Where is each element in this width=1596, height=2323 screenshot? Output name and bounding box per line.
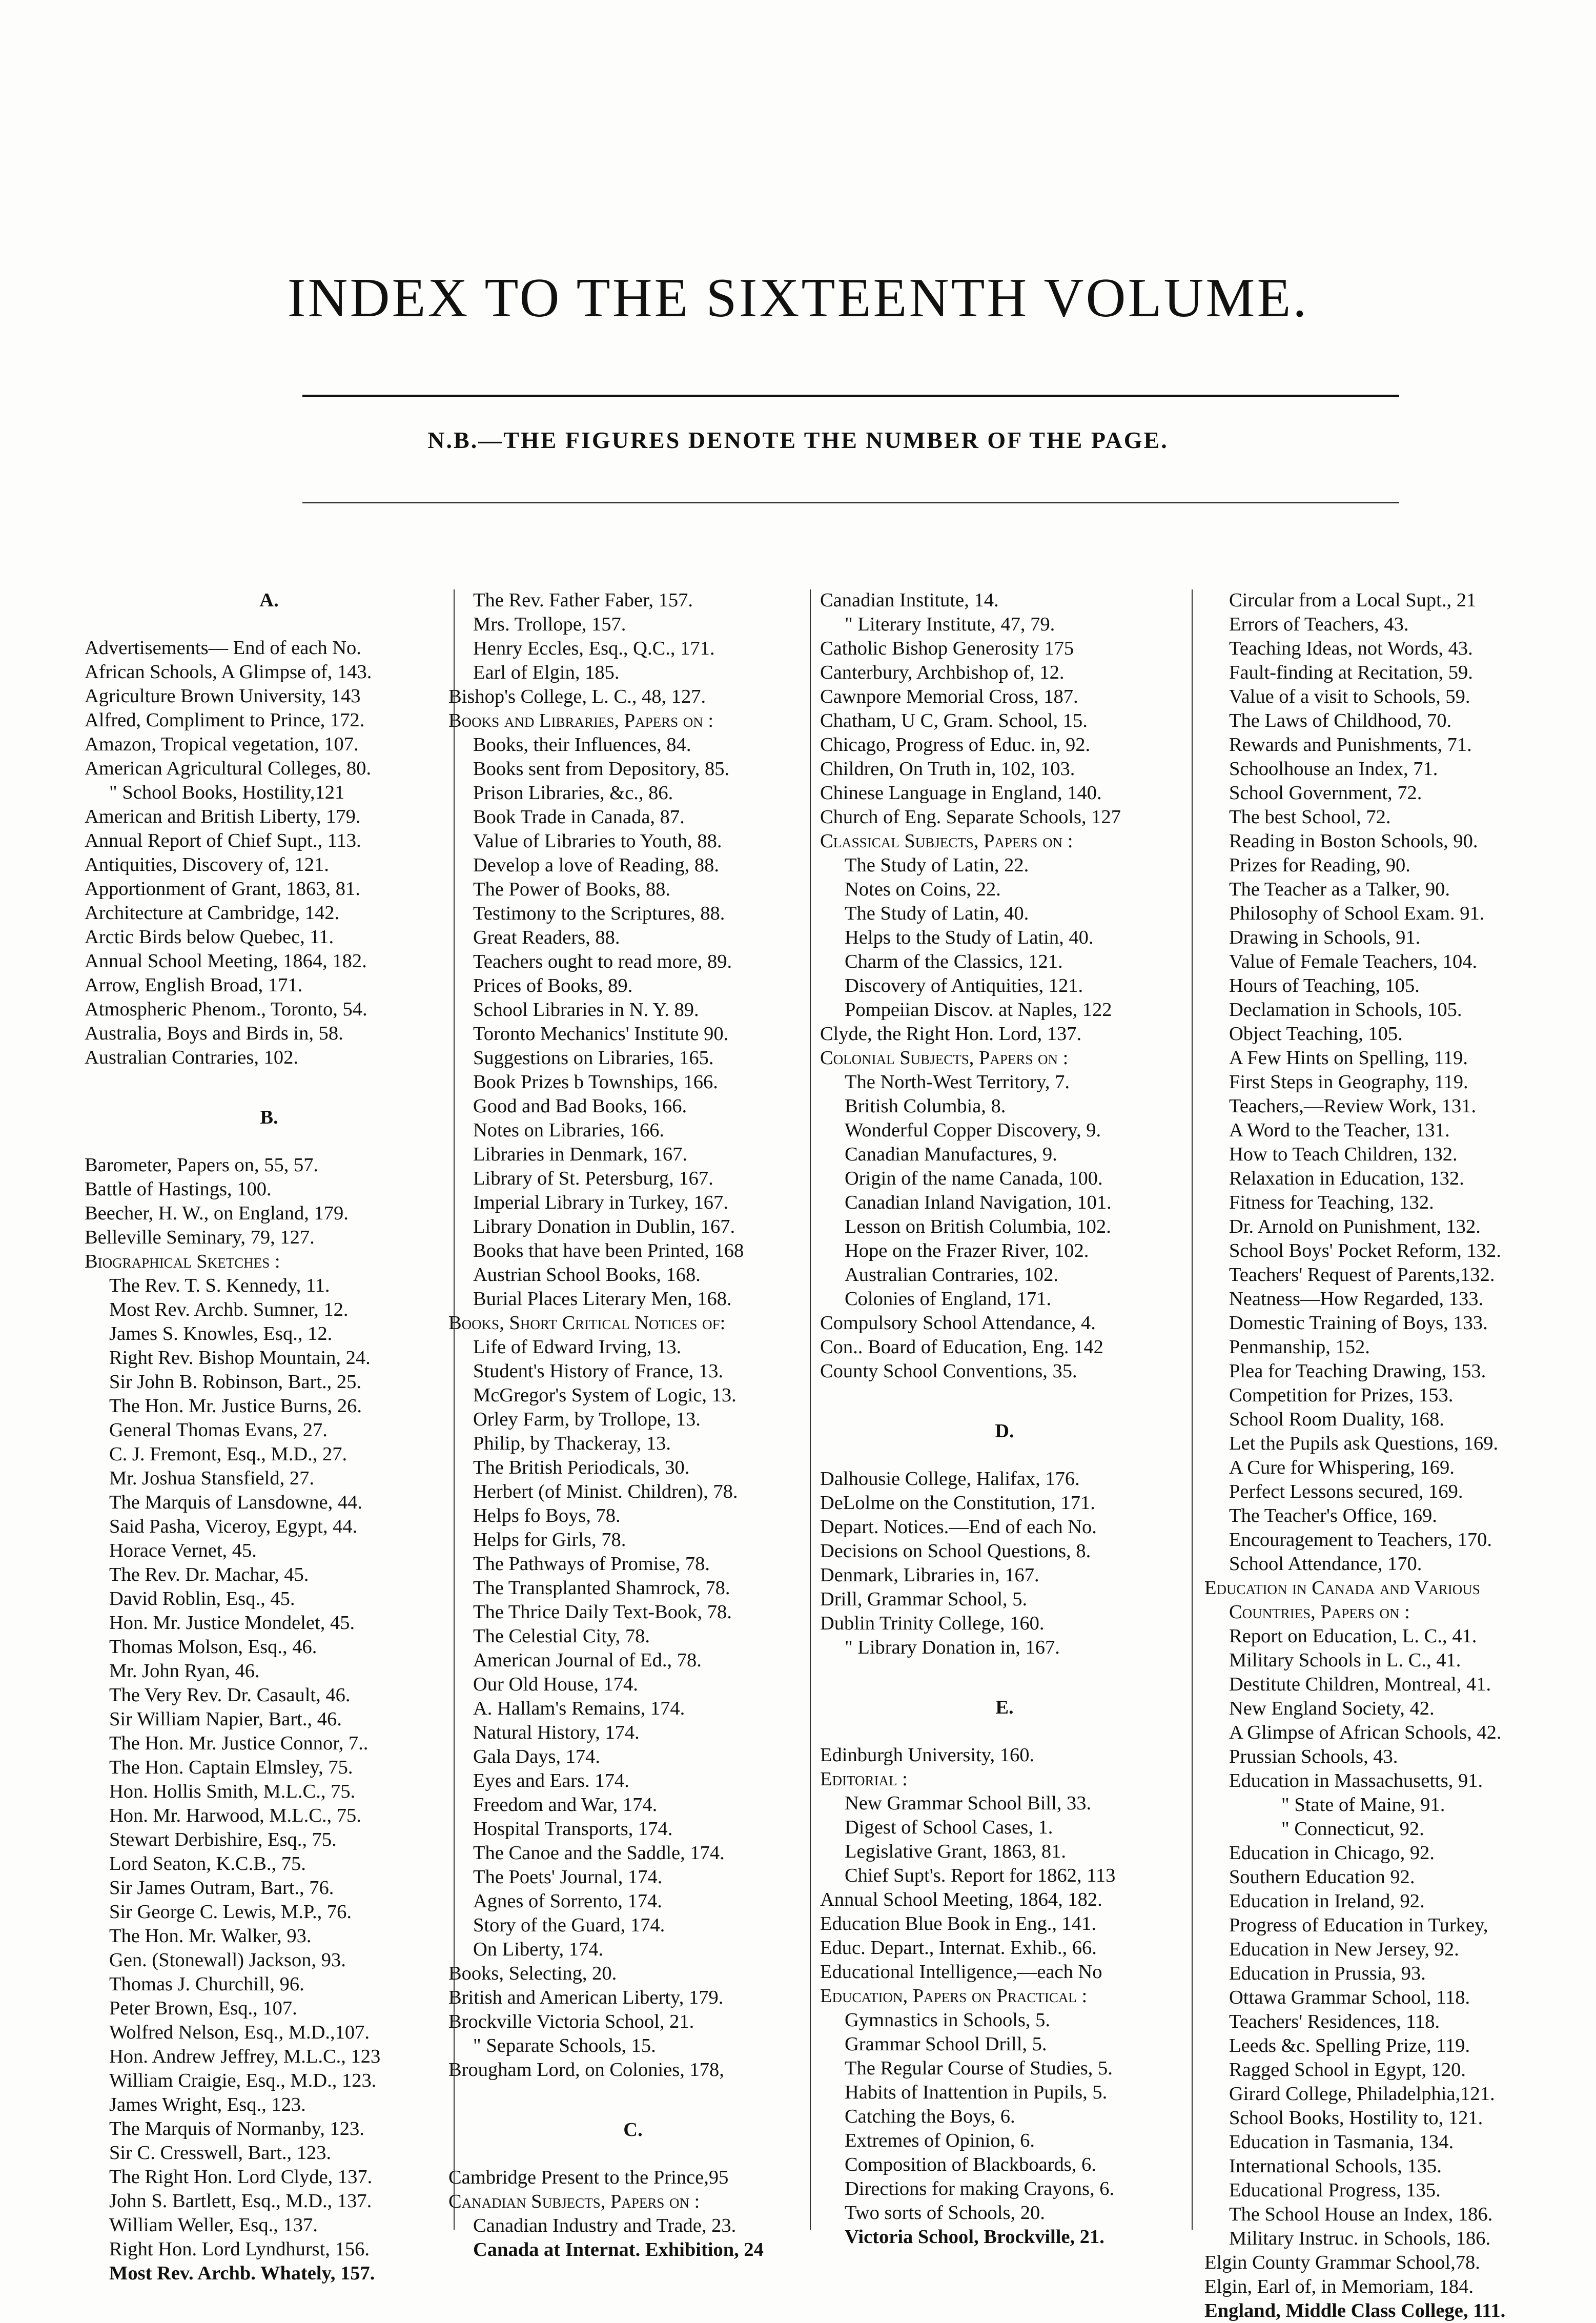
index-entry: Ragged School in Egypt, 120. bbox=[1229, 2059, 1466, 2081]
index-entry: Compulsory School Attendance, 4. bbox=[820, 1312, 1096, 1334]
index-entry: Alfred, Compliment to Prince, 172. bbox=[85, 709, 365, 731]
index-entry: Horace Vernet, 45. bbox=[109, 1540, 257, 1561]
index-entry: The Teacher as a Talker, 90. bbox=[1229, 879, 1450, 900]
index-entry: Education Blue Book in Eng., 141. bbox=[820, 1913, 1096, 1934]
index-entry: Arrow, English Broad, 171. bbox=[85, 974, 303, 996]
index-entry: Rewards and Punishments, 71. bbox=[1229, 734, 1472, 756]
index-entry: C. J. Fremont, Esq., M.D., 27. bbox=[109, 1443, 347, 1465]
index-entry: Most Rev. Archb. Sumner, 12. bbox=[109, 1299, 349, 1320]
index-entry: International Schools, 135. bbox=[1229, 2155, 1442, 2177]
index-entry: Prices of Books, 89. bbox=[473, 975, 633, 996]
index-entry: Philosophy of School Exam. 91. bbox=[1229, 903, 1485, 924]
index-entry: Barometer, Papers on, 55, 57. bbox=[85, 1154, 319, 1176]
index-entry: Value of Libraries to Youth, 88. bbox=[473, 830, 722, 852]
index-entry: Annual Report of Chief Supt., 113. bbox=[85, 830, 361, 851]
index-entry: The Transplanted Shamrock, 78. bbox=[473, 1577, 730, 1599]
title-rule bbox=[302, 395, 1399, 397]
index-entry: Grammar School Drill, 5. bbox=[845, 2033, 1047, 2055]
section-letter: A. bbox=[259, 589, 279, 611]
index-column-1 bbox=[85, 588, 454, 2284]
index-entry: The Pathways of Promise, 78. bbox=[473, 1553, 710, 1575]
index-entry: Digest of School Cases, 1. bbox=[845, 1817, 1053, 1838]
index-entry: Philip, by Thackeray, 13. bbox=[473, 1433, 671, 1454]
index-entry: Herbert (of Minist. Children), 78. bbox=[473, 1481, 738, 1502]
index-entry: Chatham, U C, Gram. School, 15. bbox=[820, 710, 1088, 731]
index-entry: Said Pasha, Viceroy, Egypt, 44. bbox=[109, 1516, 358, 1537]
index-entry: Two sorts of Schools, 20. bbox=[845, 2202, 1045, 2224]
index-entry: The Marquis of Lansdowne, 44. bbox=[109, 1492, 362, 1513]
index-entry: Sir James Outram, Bart., 76. bbox=[109, 1877, 334, 1899]
index-entry: Edinburgh University, 160. bbox=[820, 1744, 1035, 1766]
index-entry: Peter Brown, Esq., 107. bbox=[109, 1998, 297, 2019]
index-entry: Agnes of Sorrento, 174. bbox=[473, 1890, 662, 1912]
index-entry: Destitute Children, Montreal, 41. bbox=[1229, 1674, 1491, 1695]
index-entry: Let the Pupils ask Questions, 169. bbox=[1229, 1433, 1499, 1454]
index-entry: Burial Places Literary Men, 168. bbox=[473, 1288, 732, 1310]
index-entry: British and American Liberty, 179. bbox=[448, 1987, 724, 2008]
index-entry: Church of Eng. Separate Schools, 127 bbox=[820, 806, 1121, 828]
index-entry: Competition for Prizes, 153. bbox=[1229, 1384, 1454, 1406]
index-entry: Canadian Institute, 14. bbox=[820, 589, 999, 611]
index-entry: Books and Libraries, Papers on : bbox=[448, 710, 714, 731]
index-entry: Testimony to the Scriptures, 88. bbox=[473, 903, 725, 924]
index-entry: Ottawa Grammar School, 118. bbox=[1229, 1987, 1470, 2008]
index-entry: Brockville Victoria School, 21. bbox=[448, 2011, 694, 2032]
page-title: INDEX TO THE SIXTEENTH VOLUME. bbox=[287, 268, 1309, 329]
index-entry: Depart. Notices.—End of each No. bbox=[820, 1516, 1097, 1538]
index-entry: Con.. Board of Education, Eng. 142 bbox=[820, 1336, 1103, 1358]
index-entry: The Thrice Daily Text-Book, 78. bbox=[473, 1601, 732, 1623]
index-entry: Plea for Teaching Drawing, 153. bbox=[1229, 1360, 1486, 1382]
index-entry: Thomas J. Churchill, 96. bbox=[109, 1973, 304, 1995]
index-entry: New Grammar School Bill, 33. bbox=[845, 1792, 1092, 1814]
index-entry: Elgin County Grammar School,78. bbox=[1204, 2252, 1480, 2273]
index-entry: Battle of Hastings, 100. bbox=[85, 1178, 272, 1200]
index-entry: The Power of Books, 88. bbox=[473, 879, 670, 900]
index-entry: Chicago, Progress of Educ. in, 92. bbox=[820, 734, 1091, 756]
index-entry: The Laws of Childhood, 70. bbox=[1229, 710, 1452, 731]
index-entry: Develop a love of Reading, 88. bbox=[473, 854, 720, 876]
index-entry: Fault-finding at Recitation, 59. bbox=[1229, 662, 1473, 683]
index-entry: African Schools, A Glimpse of, 143. bbox=[85, 661, 372, 683]
index-entry: Object Teaching, 105. bbox=[1229, 1023, 1403, 1045]
index-entry: Perfect Lessons secured, 169. bbox=[1229, 1481, 1463, 1502]
index-entry: School Room Duality, 168. bbox=[1229, 1409, 1444, 1430]
index-entry: Legislative Grant, 1863, 81. bbox=[845, 1841, 1066, 1862]
column-divider bbox=[1192, 589, 1193, 2230]
index-entry: Austrian School Books, 168. bbox=[473, 1264, 701, 1286]
index-entry: The Study of Latin, 22. bbox=[845, 854, 1029, 876]
index-entry: Leeds &c. Spelling Prize, 119. bbox=[1229, 2035, 1470, 2056]
index-entry: Australia, Boys and Birds in, 58. bbox=[85, 1023, 343, 1044]
index-entry: Book Trade in Canada, 87. bbox=[473, 806, 685, 828]
index-entry: The Rev. Dr. Machar, 45. bbox=[109, 1564, 309, 1585]
index-entry: Circular from a Local Supt., 21 bbox=[1229, 589, 1477, 611]
index-entry: Drawing in Schools, 91. bbox=[1229, 927, 1421, 948]
index-entry: " Connecticut, 92. bbox=[1281, 1818, 1424, 1840]
index-entry: Editorial : bbox=[820, 1768, 908, 1790]
index-entry: Errors of Teachers, 43. bbox=[1229, 614, 1409, 635]
index-entry: Antiquities, Discovery of, 121. bbox=[85, 854, 329, 875]
index-entry: Beecher, H. W., on England, 179. bbox=[85, 1203, 349, 1224]
index-entry: Chinese Language in England, 140. bbox=[820, 782, 1102, 804]
index-entry: Australian Contraries, 102. bbox=[85, 1047, 298, 1068]
index-entry: David Roblin, Esq., 45. bbox=[109, 1588, 295, 1609]
index-entry: Fitness for Teaching, 132. bbox=[1229, 1192, 1434, 1213]
index-entry: Canadian Manufactures, 9. bbox=[845, 1144, 1057, 1165]
index-entry: Composition of Blackboards, 6. bbox=[845, 2154, 1096, 2175]
index-entry: A Few Hints on Spelling, 119. bbox=[1229, 1047, 1468, 1069]
index-entry: Denmark, Libraries in, 167. bbox=[820, 1564, 1039, 1586]
index-entry: McGregor's System of Logic, 13. bbox=[473, 1384, 736, 1406]
index-entry: Discovery of Antiquities, 121. bbox=[845, 975, 1083, 996]
index-entry: Relaxation in Education, 132. bbox=[1229, 1168, 1464, 1189]
index-entry: American and British Liberty, 179. bbox=[85, 806, 361, 827]
index-entry: Dublin Trinity College, 160. bbox=[820, 1613, 1045, 1634]
index-entry: Military Schools in L. C., 41. bbox=[1229, 1649, 1461, 1671]
index-entry: Hon. Mr. Harwood, M.L.C., 75. bbox=[109, 1805, 361, 1826]
index-entry: Encouragement to Teachers, 170. bbox=[1229, 1529, 1492, 1551]
index-entry: Books, their Influences, 84. bbox=[473, 734, 691, 756]
index-entry: Annual School Meeting, 1864, 182. bbox=[85, 950, 367, 972]
index-entry: " Literary Institute, 47, 79. bbox=[845, 614, 1055, 635]
index-entry: Victoria School, Brockville, 21. bbox=[845, 2226, 1104, 2248]
index-entry: Education in Prussia, 93. bbox=[1229, 1963, 1426, 1984]
index-entry: Books, Short Critical Notices of: bbox=[448, 1312, 726, 1334]
index-entry: Canadian Industry and Trade, 23. bbox=[473, 2215, 736, 2236]
index-entry: The Hon. Captain Elmsley, 75. bbox=[109, 1757, 353, 1778]
index-entry: Brougham Lord, on Colonies, 178, bbox=[448, 2059, 724, 2081]
index-entry: Education in Chicago, 92. bbox=[1229, 1842, 1435, 1864]
index-entry: Hospital Transports, 174. bbox=[473, 1818, 673, 1840]
index-entry: Origin of the name Canada, 100. bbox=[845, 1168, 1103, 1189]
index-entry: Charm of the Classics, 121. bbox=[845, 951, 1063, 972]
index-entry: Library of St. Petersburg, 167. bbox=[473, 1168, 713, 1189]
index-entry: Decisions on School Questions, 8. bbox=[820, 1540, 1091, 1562]
index-entry: The Celestial City, 78. bbox=[473, 1625, 650, 1647]
index-entry: American Journal of Ed., 78. bbox=[473, 1649, 702, 1671]
index-entry: Southern Education 92. bbox=[1229, 1866, 1415, 1888]
index-entry: Dr. Arnold on Punishment, 132. bbox=[1229, 1216, 1481, 1237]
index-entry: American Agricultural Colleges, 80. bbox=[85, 758, 372, 779]
index-entry: Books, Selecting, 20. bbox=[448, 1963, 617, 1984]
index-entry: " Separate Schools, 15. bbox=[473, 2035, 656, 2056]
index-entry: Sir C. Cresswell, Bart., 123. bbox=[109, 2142, 332, 2164]
index-entry: Advertisements— End of each No. bbox=[85, 637, 361, 659]
index-entry: Teaching Ideas, not Words, 43. bbox=[1229, 638, 1473, 659]
index-entry: Chief Supt's. Report for 1862, 113 bbox=[845, 1865, 1116, 1886]
index-entry: Prizes for Reading, 90. bbox=[1229, 854, 1410, 876]
index-entry: The British Periodicals, 30. bbox=[473, 1457, 690, 1478]
index-entry: Great Readers, 88. bbox=[473, 927, 620, 948]
index-entry: Wolfred Nelson, Esq., M.D.,107. bbox=[109, 2022, 370, 2043]
index-entry: Right Hon. Lord Lyndhurst, 156. bbox=[109, 2238, 370, 2260]
index-entry: William Weller, Esq., 137. bbox=[109, 2214, 318, 2236]
index-entry: England, Middle Class College, 111. bbox=[1204, 2300, 1506, 2321]
index-entry: Prussian Schools, 43. bbox=[1229, 1746, 1398, 1767]
index-entry: Cambridge Present to the Prince,95 bbox=[448, 2167, 729, 2188]
index-entry: Catholic Bishop Generosity 175 bbox=[820, 638, 1074, 659]
index-column-2 bbox=[448, 588, 817, 2259]
index-entry: John S. Bartlett, Esq., M.D., 137. bbox=[109, 2190, 372, 2212]
index-entry: The Canoe and the Saddle, 174. bbox=[473, 1842, 725, 1864]
index-entry: Wonderful Copper Discovery, 9. bbox=[845, 1119, 1101, 1141]
index-entry: The Hon. Mr. Justice Burns, 26. bbox=[109, 1395, 362, 1417]
index-entry: Helps to the Study of Latin, 40. bbox=[845, 927, 1094, 948]
index-entry: Agriculture Brown University, 143 bbox=[85, 685, 361, 707]
index-entry: Gala Days, 174. bbox=[473, 1746, 601, 1767]
index-entry: How to Teach Children, 132. bbox=[1229, 1144, 1458, 1165]
index-entry: Our Old House, 174. bbox=[473, 1674, 638, 1695]
index-entry: A Cure for Whispering, 169. bbox=[1229, 1457, 1455, 1478]
index-entry: Education in Tasmania, 134. bbox=[1229, 2131, 1454, 2153]
index-entry: Thomas Molson, Esq., 46. bbox=[109, 1636, 317, 1658]
index-entry: Book Prizes b Townships, 166. bbox=[473, 1071, 718, 1093]
index-entry: Canterbury, Archbishop of, 12. bbox=[820, 662, 1065, 683]
index-entry: Library Donation in Dublin, 167. bbox=[473, 1216, 735, 1237]
index-entry: Teachers ought to read more, 89. bbox=[473, 951, 732, 972]
index-entry: Annual School Meeting, 1864, 182. bbox=[820, 1889, 1102, 1910]
index-entry: Value of Female Teachers, 104. bbox=[1229, 951, 1478, 972]
index-entry: School Books, Hostility to, 121. bbox=[1229, 2107, 1483, 2129]
index-entry: Neatness—How Regarded, 133. bbox=[1229, 1288, 1484, 1310]
index-entry: Educational Progress, 135. bbox=[1229, 2179, 1441, 2201]
index-entry: The best School, 72. bbox=[1229, 806, 1391, 828]
index-entry: Hope on the Frazer River, 102. bbox=[845, 1240, 1089, 1261]
index-entry: Life of Edward Irving, 13. bbox=[473, 1336, 682, 1358]
index-entry: Lord Seaton, K.C.B., 75. bbox=[109, 1853, 306, 1874]
index-entry: Education in Canada and Various bbox=[1204, 1577, 1480, 1599]
index-entry: Toronto Mechanics' Institute 90. bbox=[473, 1023, 729, 1045]
column-divider bbox=[810, 589, 811, 2230]
index-entry: Books that have been Printed, 168 bbox=[473, 1240, 744, 1261]
index-entry: The Hon. Mr. Walker, 93. bbox=[109, 1925, 312, 1947]
index-entry: Sir John B. Robinson, Bart., 25. bbox=[109, 1371, 361, 1393]
index-entry: School Boys' Pocket Reform, 132. bbox=[1229, 1240, 1501, 1261]
index-entry: School Libraries in N. Y. 89. bbox=[473, 999, 699, 1021]
index-entry: Education, Papers on Practical : bbox=[820, 1985, 1088, 2007]
page-note: N.B.—THE FIGURES DENOTE THE NUMBER OF THE PAGE. bbox=[427, 427, 1169, 453]
index-entry: Books sent from Depository, 85. bbox=[473, 758, 730, 780]
index-entry: Children, On Truth in, 102, 103. bbox=[820, 758, 1075, 780]
index-entry: " Library Donation in, 167. bbox=[845, 1637, 1060, 1658]
index-entry: A Glimpse of African Schools, 42. bbox=[1229, 1722, 1502, 1743]
index-entry: " School Books, Hostility,121 bbox=[109, 782, 345, 803]
index-entry: Right Rev. Bishop Mountain, 24. bbox=[109, 1347, 371, 1369]
index-entry: Orley Farm, by Trollope, 13. bbox=[473, 1409, 701, 1430]
index-entry: Educational Intelligence,—each No bbox=[820, 1961, 1102, 1983]
index-entry: Drill, Grammar School, 5. bbox=[820, 1588, 1028, 1610]
index-entry: Habits of Inattention in Pupils, 5. bbox=[845, 2082, 1108, 2103]
index-entry: Clyde, the Right Hon. Lord, 137. bbox=[820, 1023, 1082, 1045]
index-entry: Mr. Joshua Stansfield, 27. bbox=[109, 1468, 314, 1489]
section-letter: C. bbox=[623, 2119, 643, 2141]
index-entry: The Regular Course of Studies, 5. bbox=[845, 2057, 1113, 2079]
index-entry: Reading in Boston Schools, 90. bbox=[1229, 830, 1478, 852]
index-entry: Architecture at Cambridge, 142. bbox=[85, 902, 340, 924]
index-entry: Progress of Education in Turkey, bbox=[1229, 1914, 1488, 1936]
index-entry: Notes on Libraries, 166. bbox=[473, 1119, 665, 1141]
index-entry: Catching the Boys, 6. bbox=[845, 2106, 1015, 2127]
index-entry: Gen. (Stonewall) Jackson, 93. bbox=[109, 1949, 346, 1971]
index-entry: The Marquis of Normanby, 123. bbox=[109, 2118, 364, 2139]
index-entry: Elgin, Earl of, in Memoriam, 184. bbox=[1204, 2276, 1474, 2297]
index-entry: Lesson on British Columbia, 102. bbox=[845, 1216, 1111, 1237]
index-entry: Domestic Training of Boys, 133. bbox=[1229, 1312, 1488, 1334]
index-entry: DeLolme on the Constitution, 171. bbox=[820, 1492, 1095, 1514]
index-entry: Amazon, Tropical vegetation, 107. bbox=[85, 733, 359, 755]
index-entry: Imperial Library in Turkey, 167. bbox=[473, 1192, 728, 1213]
index-entry: Mr. John Ryan, 46. bbox=[109, 1660, 260, 1682]
index-entry: Extremes of Opinion, 6. bbox=[845, 2130, 1035, 2151]
section-letter: E. bbox=[995, 1697, 1014, 1718]
index-entry: Cawnpore Memorial Cross, 187. bbox=[820, 686, 1078, 707]
index-entry: Sir George C. Lewis, M.P., 76. bbox=[109, 1901, 352, 1923]
note-rule bbox=[302, 502, 1399, 503]
index-entry: Arctic Birds below Quebec, 11. bbox=[85, 926, 334, 948]
index-entry: Libraries in Denmark, 167. bbox=[473, 1144, 688, 1165]
index-entry: Declamation in Schools, 105. bbox=[1229, 999, 1462, 1021]
index-entry: Good and Bad Books, 166. bbox=[473, 1095, 687, 1117]
index-entry: Directions for making Crayons, 6. bbox=[845, 2178, 1115, 2199]
index-entry: Bishop's College, L. C., 48, 127. bbox=[448, 686, 706, 707]
index-entry: The Teacher's Office, 169. bbox=[1229, 1505, 1437, 1526]
index-entry: Canadian Subjects, Papers on : bbox=[448, 2191, 700, 2212]
index-entry: Helps fo Boys, 78. bbox=[473, 1505, 621, 1526]
index-entry: The North-West Territory, 7. bbox=[845, 1071, 1070, 1093]
index-entry: The Hon. Mr. Justice Connor, 7.. bbox=[109, 1733, 369, 1754]
section-letter: D. bbox=[995, 1420, 1014, 1442]
index-entry: General Thomas Evans, 27. bbox=[109, 1419, 328, 1441]
index-entry: Girard College, Philadelphia,121. bbox=[1229, 2083, 1495, 2105]
index-entry: Value of a visit to Schools, 59. bbox=[1229, 686, 1470, 707]
index-entry: The School House an Index, 186. bbox=[1229, 2204, 1493, 2225]
index-entry: Sir William Napier, Bart., 46. bbox=[109, 1708, 342, 1730]
index-entry: The Rev. T. S. Kennedy, 11. bbox=[109, 1275, 330, 1296]
index-entry: Education in New Jersey, 92. bbox=[1229, 1939, 1459, 1960]
index-entry: Pompeiian Discov. at Naples, 122 bbox=[845, 999, 1112, 1021]
index-entry: Story of the Guard, 174. bbox=[473, 1914, 665, 1936]
index-entry: Classical Subjects, Papers on : bbox=[820, 830, 1073, 852]
index-entry: Canada at Internat. Exhibition, 24 bbox=[473, 2239, 764, 2260]
index-entry: Teachers,—Review Work, 131. bbox=[1229, 1095, 1477, 1117]
index-entry: James S. Knowles, Esq., 12. bbox=[109, 1323, 333, 1344]
index-entry: A Word to the Teacher, 131. bbox=[1229, 1119, 1450, 1141]
index-entry: James Wright, Esq., 123. bbox=[109, 2094, 306, 2115]
index-entry: Biographical Sketches : bbox=[85, 1251, 280, 1272]
index-entry: Colonies of England, 171. bbox=[845, 1288, 1052, 1310]
index-entry: Eyes and Ears. 174. bbox=[473, 1770, 629, 1791]
index-entry: County School Conventions, 35. bbox=[820, 1360, 1077, 1382]
index-entry: First Steps in Geography, 119. bbox=[1229, 1071, 1468, 1093]
index-entry: Teachers' Residences, 118. bbox=[1229, 2011, 1440, 2032]
index-entry: Report on Education, L. C., 41. bbox=[1229, 1625, 1477, 1647]
index-entry: Most Rev. Archb. Whately, 157. bbox=[109, 2263, 375, 2284]
index-entry: Hours of Teaching, 105. bbox=[1229, 975, 1420, 996]
index-entry: A. Hallam's Remains, 174. bbox=[473, 1698, 685, 1719]
index-entry: The Right Hon. Lord Clyde, 137. bbox=[109, 2166, 373, 2188]
index-column-4 bbox=[1204, 588, 1573, 2321]
index-entry: School Government, 72. bbox=[1229, 782, 1422, 804]
index-entry: The Poets' Journal, 174. bbox=[473, 1866, 663, 1888]
index-entry: Teachers' Request of Parents,132. bbox=[1229, 1264, 1495, 1286]
index-entry: Schoolhouse an Index, 71. bbox=[1229, 758, 1438, 780]
index-entry: Prison Libraries, &c., 86. bbox=[473, 782, 673, 804]
index-entry: Stewart Derbishire, Esq., 75. bbox=[109, 1829, 337, 1850]
index-entry: Colonial Subjects, Papers on : bbox=[820, 1047, 1069, 1069]
index-entry: Suggestions on Libraries, 165. bbox=[473, 1047, 714, 1069]
index-entry: School Attendance, 170. bbox=[1229, 1553, 1422, 1575]
index-entry: The Very Rev. Dr. Casault, 46. bbox=[109, 1684, 351, 1706]
index-entry: Penmanship, 152. bbox=[1229, 1336, 1370, 1358]
index-entry: Earl of Elgin, 185. bbox=[473, 662, 620, 683]
index-entry: Military Instruc. in Schools, 186. bbox=[1229, 2228, 1491, 2249]
index-entry: Mrs. Trollope, 157. bbox=[473, 614, 626, 635]
index-entry: Countries, Papers on : bbox=[1229, 1601, 1410, 1623]
index-entry: Educ. Depart., Internat. Exhib., 66. bbox=[820, 1937, 1097, 1959]
index-entry: Notes on Coins, 22. bbox=[845, 879, 1001, 900]
index-entry: Education in Ireland, 92. bbox=[1229, 1890, 1425, 1912]
index-entry: New England Society, 42. bbox=[1229, 1698, 1435, 1719]
index-entry: Henry Eccles, Esq., Q.C., 171. bbox=[473, 638, 715, 659]
index-entry: Helps for Girls, 78. bbox=[473, 1529, 626, 1551]
index-entry: Natural History, 174. bbox=[473, 1722, 640, 1743]
index-entry: Apportionment of Grant, 1863, 81. bbox=[85, 878, 360, 900]
index-entry: Belleville Seminary, 79, 127. bbox=[85, 1227, 315, 1248]
index-column-3 bbox=[820, 588, 1189, 2259]
index-entry: The Study of Latin, 40. bbox=[845, 903, 1029, 924]
index-entry: Education in Massachusetts, 91. bbox=[1229, 1770, 1483, 1791]
index-entry: Atmospheric Phenom., Toronto, 54. bbox=[85, 999, 367, 1020]
index-entry: William Craigie, Esq., M.D., 123. bbox=[109, 2070, 377, 2091]
section-letter: B. bbox=[260, 1107, 278, 1128]
index-entry: Australian Contraries, 102. bbox=[845, 1264, 1058, 1286]
index-entry: The Rev. Father Faber, 157. bbox=[473, 589, 693, 611]
index-entry: Hon. Mr. Justice Mondelet, 45. bbox=[109, 1612, 355, 1634]
index-entry: Dalhousie College, Halifax, 176. bbox=[820, 1468, 1080, 1490]
index-entry: " State of Maine, 91. bbox=[1281, 1794, 1445, 1816]
index-entry: Gymnastics in Schools, 5. bbox=[845, 2009, 1051, 2031]
index-entry: Canadian Inland Navigation, 101. bbox=[845, 1192, 1112, 1213]
index-entry: British Columbia, 8. bbox=[845, 1095, 1006, 1117]
index-entry: Freedom and War, 174. bbox=[473, 1794, 658, 1816]
index-entry: On Liberty, 174. bbox=[473, 1939, 604, 1960]
index-entry: Hon. Hollis Smith, M.L.C., 75. bbox=[109, 1781, 356, 1802]
index-entry: Hon. Andrew Jeffrey, M.L.C., 123 bbox=[109, 2046, 381, 2067]
index-entry: Student's History of France, 13. bbox=[473, 1360, 724, 1382]
